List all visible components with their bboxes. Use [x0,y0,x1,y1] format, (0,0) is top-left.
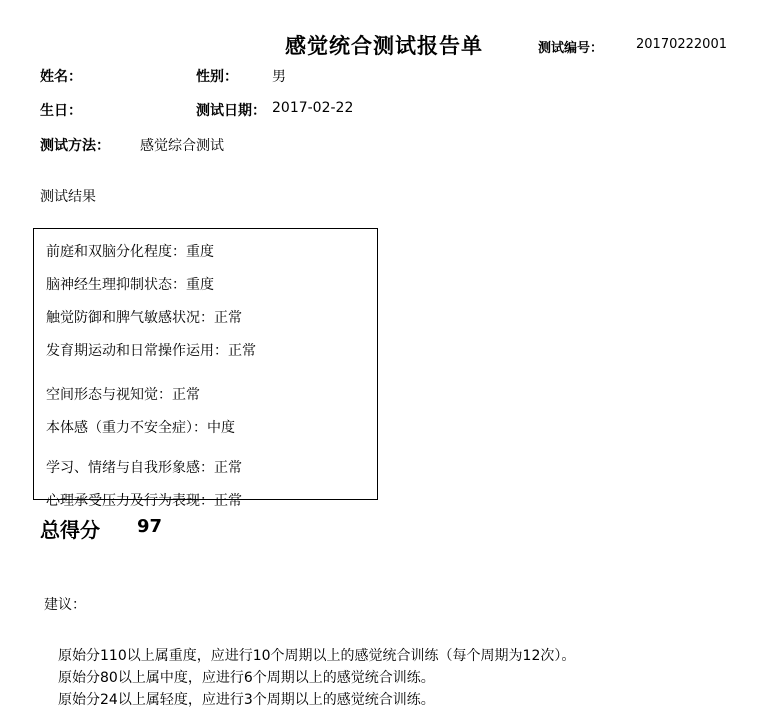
total-score-label: 总得分 [40,518,100,542]
result-item: 发育期运动和日常操作运用：正常 [46,343,256,359]
advice-line: 原始分24以上属轻度，应进行3个周期以上的感觉统合训练。 [58,692,435,708]
report-header [0,16,780,56]
test-method-label: 测试方法： [40,138,110,154]
result-item: 触觉防御和脾气敏感状况：正常 [46,310,242,326]
page-title: 感觉统合测试报告单 [285,33,483,58]
results-box [33,228,378,509]
birthday-label: 生日： [40,103,82,119]
total-score-value: 97 [137,516,163,537]
gender-value: 男 [272,69,286,85]
results-caption: 测试结果 [40,189,96,205]
test-date-label: 测试日期： [196,103,266,119]
test-date-value: 2017-02-22 [272,100,354,116]
advice-line: 原始分110以上属重度，应进行10个周期以上的感觉统合训练（每个周期为12次）。 [58,648,576,664]
test-method-value: 感觉综合测试 [140,138,224,154]
gender-label: 性别： [196,69,238,85]
result-item: 心理承受压力及行为表现：正常 [46,493,242,509]
result-item: 学习、情绪与自我形象感：正常 [46,460,242,476]
result-item: 脑神经生理抑制状态：重度 [46,277,214,293]
serial-number-label: 测试编号： [538,41,604,56]
result-item: 前庭和双脑分化程度：重度 [46,244,214,260]
name-label: 姓名： [40,69,82,85]
advice-title: 建议： [44,597,86,613]
serial-number-value: 20170222001 [636,37,727,52]
advice-line: 原始分80以上属中度，应进行6个周期以上的感觉统合训练。 [58,670,435,686]
result-item: 本体感（重力不安全症）：中度 [46,420,235,436]
result-item: 空间形态与视知觉：正常 [46,387,200,403]
